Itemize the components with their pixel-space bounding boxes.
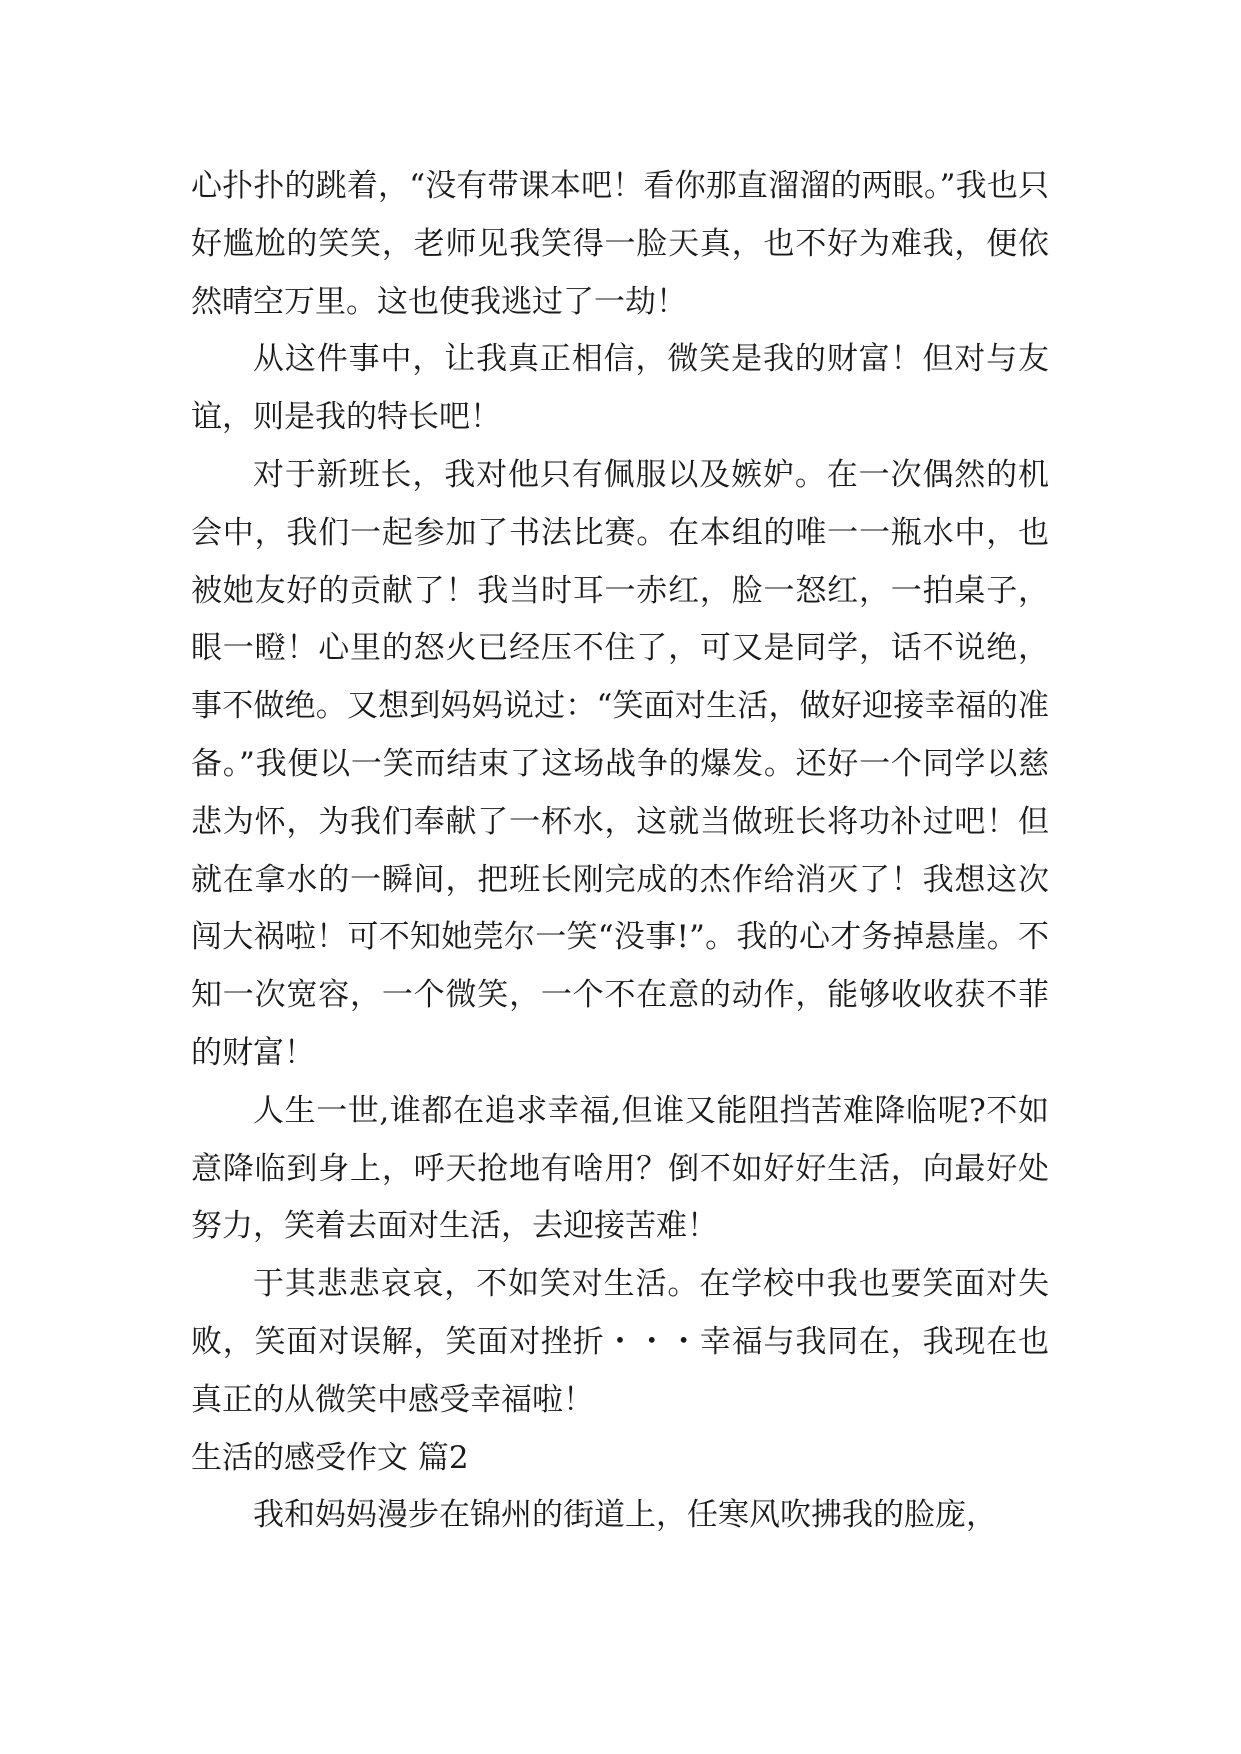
paragraph-5: 于其悲悲哀哀，不如笑对生活。在学校中我也要笑面对失败，笑面对误解，笑面对挫折・・・幸福与我同在，我现在也真正的从微笑中感受幸福啦！ [191, 1266, 1049, 1418]
paragraph-4: 人生一世,谁都在追求幸福,但谁又能阻挡苦难降临呢?不如意降临到身上，呼天抢地有啥用？倒不如好好生活，向最好处努力，笑着去面对生活，去迎接苦难！ [191, 1092, 1049, 1245]
section-heading: 生活的感受作文 篇2 [191, 1439, 469, 1476]
paragraph-6: 我和妈妈漫步在锦州的街道上，任寒风吹拂我的脸庞， [253, 1497, 997, 1534]
paragraph-2: 从这件事中，让我真正相信，微笑是我的财富！但对与友谊，则是我的特长吧！ [191, 341, 1049, 436]
paragraph-1: 心扑扑的跳着，“没有带课本吧！看你那直溜溜的两眼。”我也只好尴尬的笑笑，老师见我笑得一脸天真，也不好为难我，便依然晴空万里。这也使我逃过了一劫！ [191, 168, 1049, 320]
document-body [191, 158, 1049, 1545]
paragraph-3: 对于新班长，我对他只有佩服以及嫉妒。在一次偶然的机会中，我们一起参加了书法比赛。在本组的唯一一瓶水中，也被她友好的贡献了！我当时耳一赤红，脸一怒红，一拍桌子，眼一瞪！心里的怒火已经压不住了，可又是同学，话不说绝，事不做绝。又想到妈妈说过：“笑面对生活，做好迎接幸福的准备。”我便以一笑而结束了这场战争的爆发。还好一个同学以慈悲为怀，为我们奉献了一杯水，这就当做班长将功补过吧！但就在拿水的一瞬间，把班长刚完成的杰作给消灭了！我想这次闯大祸啦！可不知她莞尔一笑“没事!”。我的心才务掉悬崖。不知一次宽容，一个微笑，一个不在意的动作，能够收收获不菲的财富！ [191, 456, 1049, 1071]
